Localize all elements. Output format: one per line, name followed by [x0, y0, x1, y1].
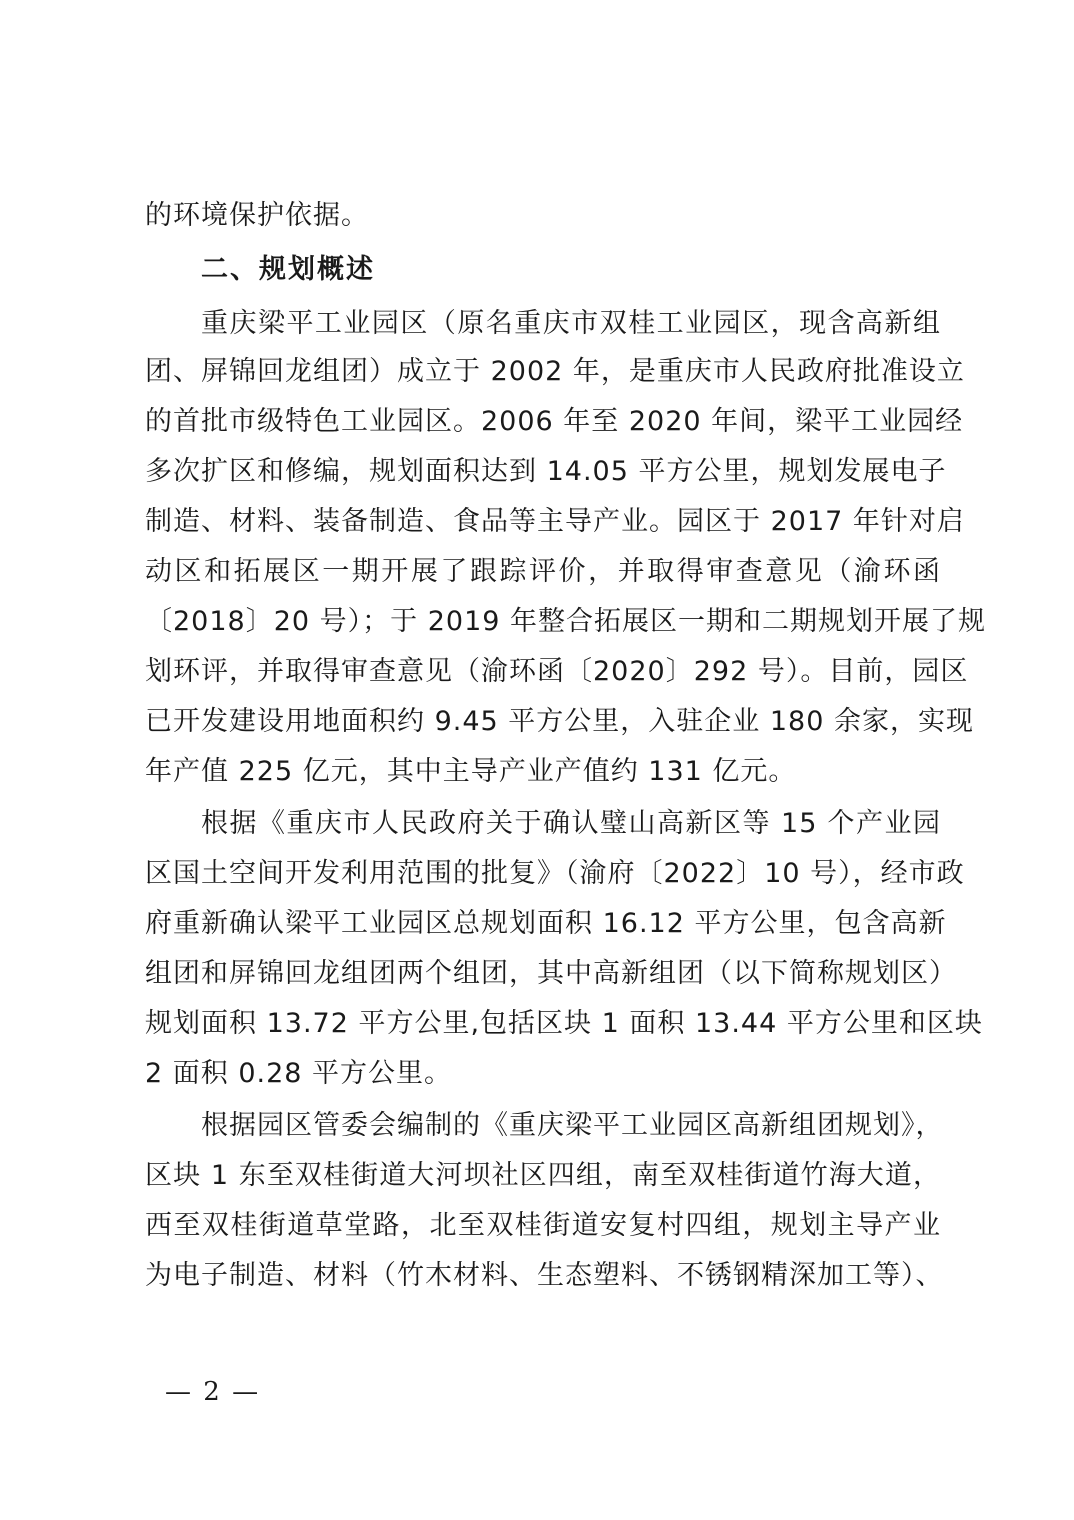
text-line: 重庆梁平工业园区（原名重庆市双桂工业园区，现含高新组: [201, 308, 941, 339]
text-line: 已开发建设用地面积约 9.45 平方公里，入驻企业 180 余家，实现: [145, 706, 974, 737]
text-line: 府重新确认梁平工业园区总规划面积 16.12 平方公里，包含高新: [145, 908, 947, 939]
text-line: 制造、材料、装备制造、食品等主导产业。园区于 2017 年针对启: [145, 506, 965, 537]
section-heading: 二、规划概述: [201, 254, 375, 285]
text-line: 团、屏锦回龙组团）成立于 2002 年，是重庆市人民政府批准设立: [145, 356, 965, 387]
text-line: 划环评，并取得审查意见（渝环函〔2020〕292 号）。目前，园区: [145, 656, 969, 687]
text-line: 的首批市级特色工业园区。2006 年至 2020 年间，梁平工业园经: [145, 406, 964, 437]
text-line: 年产值 225 亿元，其中主导产业产值约 131 亿元。: [145, 756, 797, 787]
text-line: 西至双桂街道草堂路，北至双桂街道安复村四组，规划主导产业: [145, 1210, 941, 1241]
text-line: 区国土空间开发利用范围的批复》（渝府〔2022〕10 号），经市政: [145, 858, 965, 889]
text-line: 动区和拓展区一期开展了跟踪评价，并取得审查意见（渝环函: [145, 556, 941, 587]
text-line: 的环境保护依据。: [145, 200, 369, 231]
text-line: 为电子制造、材料（竹木材料、生态塑料、不锈钢精深加工等）、: [145, 1260, 944, 1291]
text-line: 多次扩区和修编，规划面积达到 14.05 平方公里，规划发展电子: [145, 456, 947, 487]
text-line: 规划面积 13.72 平方公里,包括区块 1 面积 13.44 平方公里和区块: [145, 1008, 983, 1039]
page-number: — 2 —: [165, 1377, 261, 1407]
text-line: 根据园区管委会编制的《重庆梁平工业园区高新组团规划》，: [201, 1110, 944, 1141]
text-line: 根据《重庆市人民政府关于确认璧山高新区等 15 个产业园: [201, 808, 941, 839]
text-line: 2 面积 0.28 平方公里。: [145, 1058, 453, 1089]
text-line: 组团和屏锦回龙组团两个组团，其中高新组团（以下简称规划区）: [145, 958, 957, 989]
text-line: 区块 1 东至双桂街道大河坝社区四组，南至双桂街道竹海大道，: [145, 1160, 941, 1191]
text-line: 〔2018〕20 号）；于 2019 年整合拓展区一期和二期规划开展了规: [145, 606, 987, 637]
